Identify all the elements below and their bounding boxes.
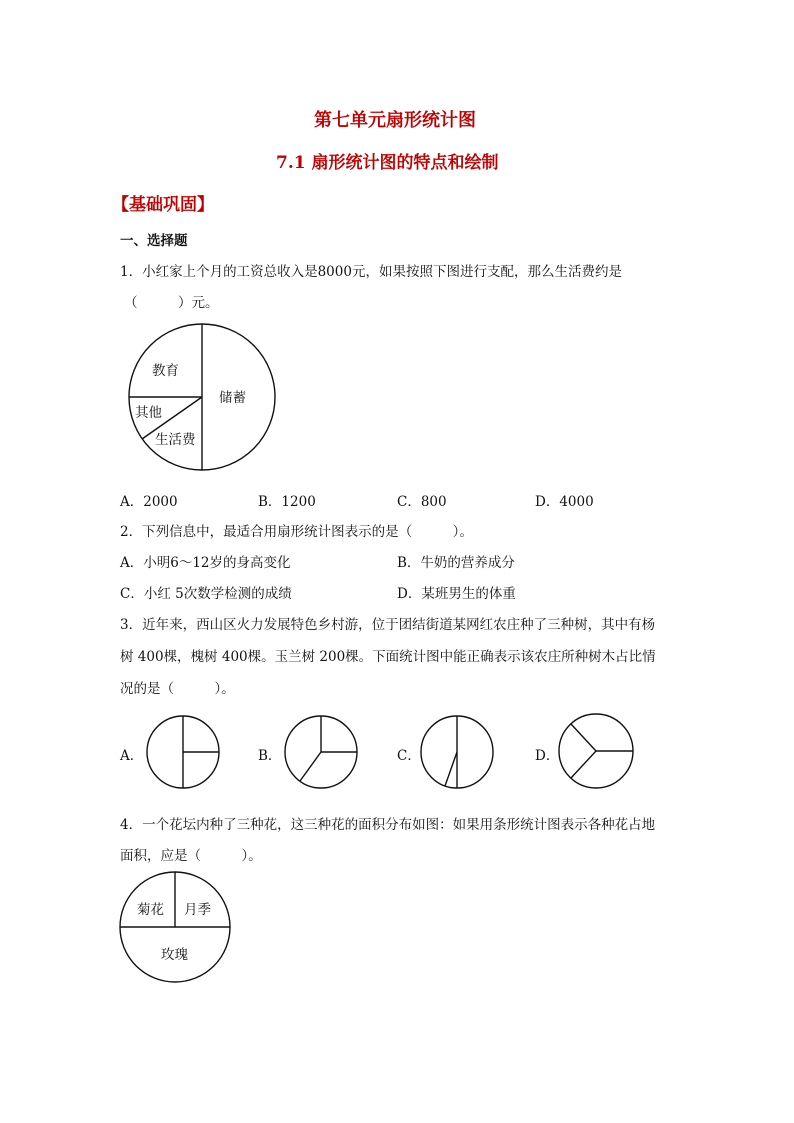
q3-option-a-label: A． <box>120 748 144 764</box>
q3-text-line3: 况的是（ ）。 <box>120 681 235 697</box>
q2-option-b: B．牛奶的营养成分 <box>397 555 515 571</box>
q4-text-line2: 面积，应是（ ）。 <box>120 848 262 864</box>
q1-label-savings: 储蓄 <box>219 390 246 406</box>
q3-option-c-label: C． <box>397 748 421 764</box>
q3-pie-c <box>419 714 495 790</box>
q3-option-d-label: D． <box>535 748 560 764</box>
q2-option-c: C．小红 5次数学检测的成绩 <box>120 586 292 602</box>
q1-option-b: B．1200 <box>258 494 316 510</box>
q2-text: 2．下列信息中，最适合用扇形统计图表示的是（ ）。 <box>120 524 473 540</box>
q1-option-d: D．4000 <box>535 494 594 510</box>
q4-label-rose: 玫瑰 <box>161 947 188 963</box>
q4-label-rose-monthly: 月季 <box>184 902 211 918</box>
q1-option-c: C．800 <box>397 494 447 510</box>
q1-label-other: 其他 <box>135 405 162 421</box>
q1-text-line2: （ ）元。 <box>124 295 219 311</box>
q1-label-living: 生活费 <box>155 432 196 448</box>
q4-text-line1: 4．一个花坛内种了三种花，这三种花的面积分布如图：如果用条形统计图表示各种花占地 <box>120 817 656 833</box>
q1-label-education: 教育 <box>152 363 179 379</box>
part-label: 一、选择题 <box>120 233 188 249</box>
q4-label-chrysanthemum: 菊花 <box>137 902 164 918</box>
q1-pie-figure <box>120 322 290 477</box>
q1-text-line1: 1．小红家上个月的工资总收入是8000元，如果按照下图进行支配，那么生活费约是 <box>120 264 622 280</box>
q2-option-a: A．小明6～12岁的身高变化 <box>120 555 291 571</box>
lesson-title: 7.1 扇形统计图的特点和绘制 <box>276 153 499 173</box>
q3-text-line1: 3．近年来，西山区火力发展特色乡村游，位于团结街道某网红农庄种了三种树，其中有杨 <box>120 617 656 633</box>
unit-title: 第七单元扇形统计图 <box>314 110 476 131</box>
q3-option-b-label: B． <box>258 748 282 764</box>
q3-pie-b <box>283 714 359 790</box>
q1-option-a: A．2000 <box>120 494 178 510</box>
q2-option-d: D．某班男生的体重 <box>397 586 516 602</box>
q3-text-line2: 树 400棵，槐树 400棵。玉兰树 200棵。下面统计图中能正确表示该农庄所种树木占比情 <box>120 649 656 665</box>
section-label: 【基础巩固】 <box>112 195 214 215</box>
q3-pie-d <box>557 712 635 790</box>
q4-pie-figure <box>118 870 234 986</box>
q3-pie-a <box>145 714 221 790</box>
